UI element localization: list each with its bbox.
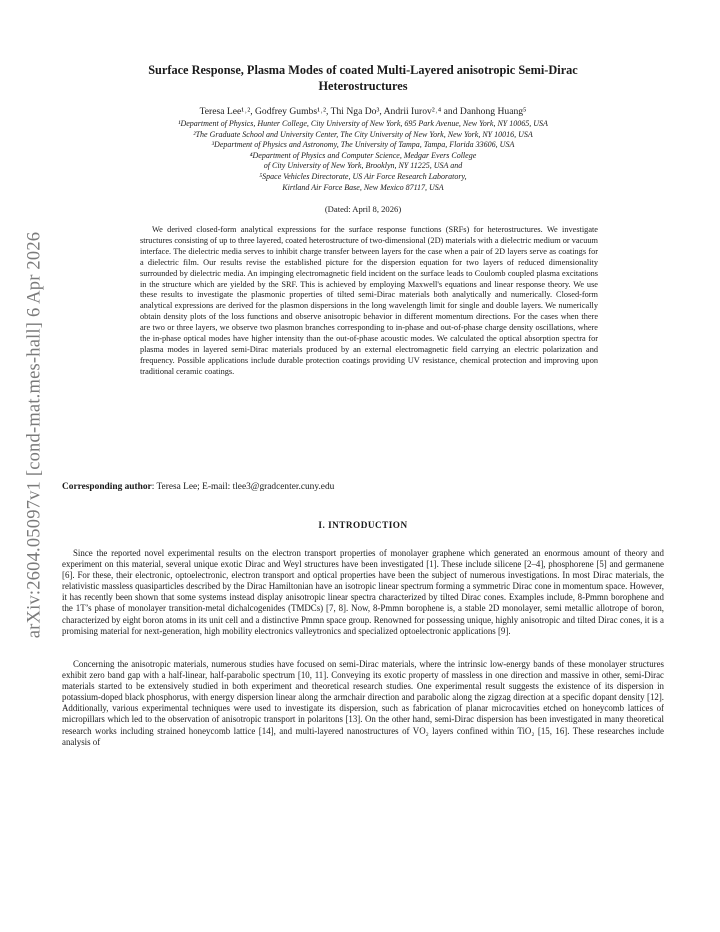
date-line: (Dated: April 8, 2026) [324,204,402,214]
abstract-text: We derived closed-form analytical expressions for the surface response functions (SRFs) for heterostructures. We investigate structures consisting of up to three layered, coated heterostructure of two-dimensional (2D) materials with a dielectric medium or vacuum interface. The dielectric media serves to inhibit charge transfer between layers for the case when a pair of 2D layers serve as coatings for a dielectric film. Our results revise the established picture for the dispersion equation for two layers of reduced dimensionality surrounded by dielectric media. An impinging electromagnetic field incident on the surface leads to Coulomb coupled plasma excitations in the structure which are yielded by the SRF. This is achieved by employing Maxwell's equations and linear response theory. We use these results to investigate the plasmonic properties of tilted semi-Dirac materials both analytically and numerically. Closed-form analytical expressions are derived for the plasmon dispersions in the long wavelength limit for single and double layers. We numerically obtain density plots of the loss functions and observe anisotropic behavior in different momentum directions. For the cases when there are two or three layers, we observe two plasmon branches corresponding to in-phase and out-of-phase charge density oscillations, where the in-phase optical modes have higher intensity than the out-of-phase acoustic modes. We calculated the optical absorption spectra for plasma modes in layered semi-Dirac materials produced by an external electromagnetic field carrying an electric polarization and frequency. Possible applications include durable protection coatings providing UV resistance, chemical protection and improving upon traditional ceramic coatings. [140,225,598,376]
paragraph-2-text: Concerning the anisotropic materials, numerous studies have focused on semi-Dirac materials, where the intrinsic low-energy bands of these monolayer structures exhibit zero band gap with a half-linear, half-parabolic spectrum [10, 11]. Conveying its exotic property of massless in one direction and massive in other, semi-Dirac materials started to be extensively studied in both experiment and theoretical research studies. One experimental result suggests the existence of its dispersion in potassium-doped black phosphorus, with energy dispersion linear along the armchair direction and parabolic along the zigzag direction at a specific dopant density [12]. Additionally, various experimental techniques were used to investigate its dispersion, such as fabrication of planar microcavities etched on honeycomb lattices of micropillars which led to the observation of anisotropic transport in polaritons [13]. On the other hand, semi-Dirac dispersion has been investigated in many theoretical research works including strained honeycomb lattice [14], and multi-layered nanostructures of VO₂ layers confined within TiO₂ [15, 16]. These researches include analysis of [62,659,664,747]
corresponding-author [62,481,664,493]
affiliation-2: ²The Graduate School and University Center, The City University of New York, New York, NY 10016, USA [193,129,533,139]
affiliation-1: ¹Department of Physics, Hunter College, City University of New York, 695 Park Avenue, New York, NY 10065, USA [178,119,548,128]
affiliation-5: ⁵Space Vehicles Directorate, US Air Force Research Laboratory, [259,171,467,181]
corresponding-author-text: : Teresa Lee; E-mail: tlee3@gradcenter.cuny.edu [151,482,335,492]
paragraph-1-text: Since the reported novel experimental results on the electron transport properties of monolayer graphene which generated an enormous amount of theory and experiment on this material, several unique exotic Dirac and Weyl structures have been investigated [1]. These include silicene [2–4], phosphorene [5] and germanene [6]. For these, their electronic, optoelectronic, electron transport and optical properties have been the subject of numerous investigations. In most Dirac materials, the relativistic massless quasiparticles described by the Dirac Hamiltonian have an isotropic linear spectrum forming a symmetric Dirac cone in momentum space. However, it has recently been shown that some systems instead display anisotropic linear spectra characterized by tilted Dirac cones. Examples include, 8-Pmmn borophene and the 1T’s phase of monolayer transition-metal dichalcogenides (TMDCs) [7, 8]. Now, 8-Pmmn borophene is, a stable 2D monolayer, semi metallic allotrope of boron, characterized by eight boron atoms in its unit cell and a distinctive Pmmn space group. Renowned for possessing unique, highly anisotropic and tilted Dirac cones, it is a promising material for next-generation, high mobility electronics valleytronics and specialized optoelectronic applications [9]. [62,548,664,636]
section-heading-introduction: I. INTRODUCTION [318,520,408,530]
paper-title [62,63,664,94]
body-paragraph-1 [62,548,664,637]
author-list: Teresa Lee¹˒², Godfrey Gumbs¹˒², Thi Nga Do³, Andrii Iurov²˒⁴ and Danhong Huang⁵ [199,106,527,117]
affiliation-list [50,119,676,193]
affiliation-4-cont: of City University of New York, Brooklyn, NY 11225, USA and [263,161,463,171]
title-line-1: Surface Response, Plasma Modes of coated Multi-Layered anisotropic Semi-Dirac [148,63,578,77]
arxiv-identifier: arXiv:2604.05097v1 [cond-mat.mes-hall] 6 Apr 2026 [24,231,45,639]
title-line-2: Heterostructures [318,78,408,93]
body-paragraph-2 [62,659,664,748]
affiliation-4: ⁴Department of Physics and Computer Science, Medgar Evers College [249,150,477,160]
affiliation-5-cont: Kirtland Air Force Base, New Mexico 87117, USA [282,182,444,192]
abstract [140,225,598,378]
corresponding-author-label: Corresponding author [62,482,152,492]
affiliation-3: ³Department of Physics and Astronomy, The University of Tampa, Tampa, Florida 33606, USA [211,140,515,150]
arxiv-identifier-sidebar [20,205,50,665]
